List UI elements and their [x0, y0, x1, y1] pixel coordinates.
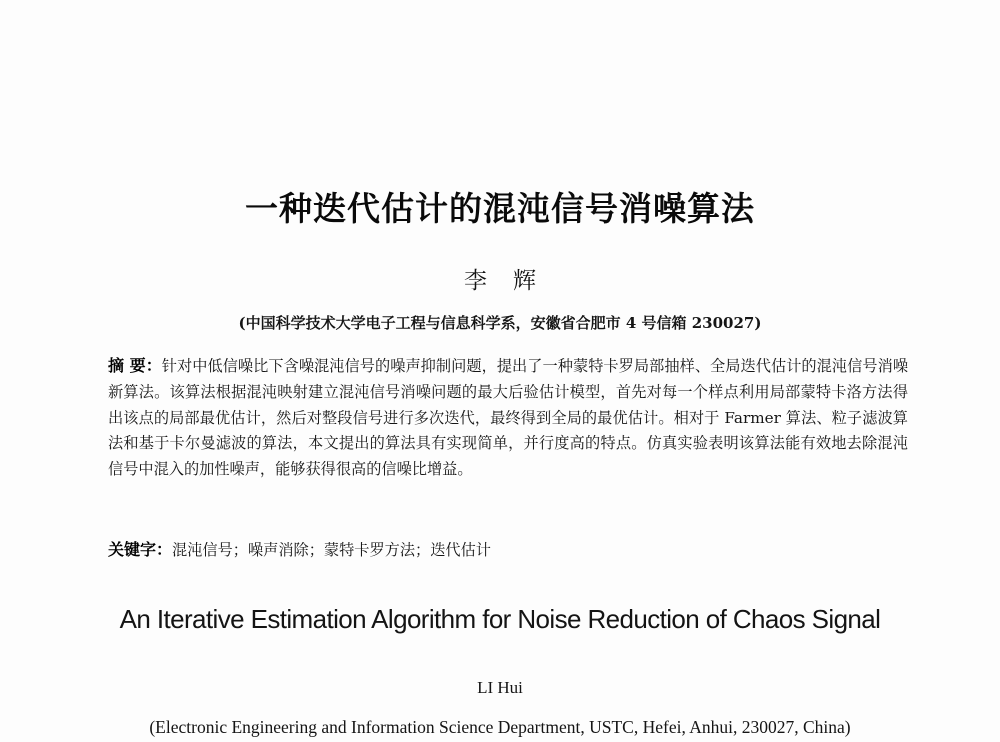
- chinese-affiliation: (中国科学技术大学电子工程与信息科学系，安徽省合肥市 4 号信箱 230027): [238, 314, 762, 332]
- keywords-label: 关键字：: [108, 540, 173, 559]
- abstract-block: [108, 353, 908, 483]
- keywords-block: [108, 537, 908, 560]
- chinese-author: 李辉: [464, 268, 562, 294]
- english-author: LI Hui: [477, 678, 523, 697]
- english-affiliation: (Electronic Engineering and Information Science Department, USTC, Hefei, Anhui, 230027, China): [149, 717, 851, 737]
- english-title: An Iterative Estimation Algorithm for Noise Reduction of Chaos Signal: [119, 604, 881, 634]
- abstract-text: 针对中低信噪比下含噪混沌信号的噪声抑制问题，提出了一种蒙特卡罗局部抽样、全局迭代估计的混沌信号消噪新算法。该算法根据混沌映射建立混沌信号消噪问题的最大后验估计模型，首先对每一个样点利用局部蒙特卡洛方法得出该点的局部最优估计，然后对整段信号进行多次迭代，最终得到全局的最优估计。相对于 Farmer 算法、粒子滤波算法和基于卡尔曼滤波的算法，本文提出的算法具有实现简单，并行度高的特点。仿真实验表明该算法能有效地去除混沌信号中混入的加性噪声，能够获得很高的信噪比增益。: [108, 357, 908, 479]
- keywords-text: 混沌信号；噪声消除；蒙特卡罗方法；迭代估计: [172, 541, 491, 559]
- chinese-title: 一种迭代估计的混沌信号消噪算法: [245, 189, 755, 228]
- abstract-label: 摘 要：: [108, 356, 162, 375]
